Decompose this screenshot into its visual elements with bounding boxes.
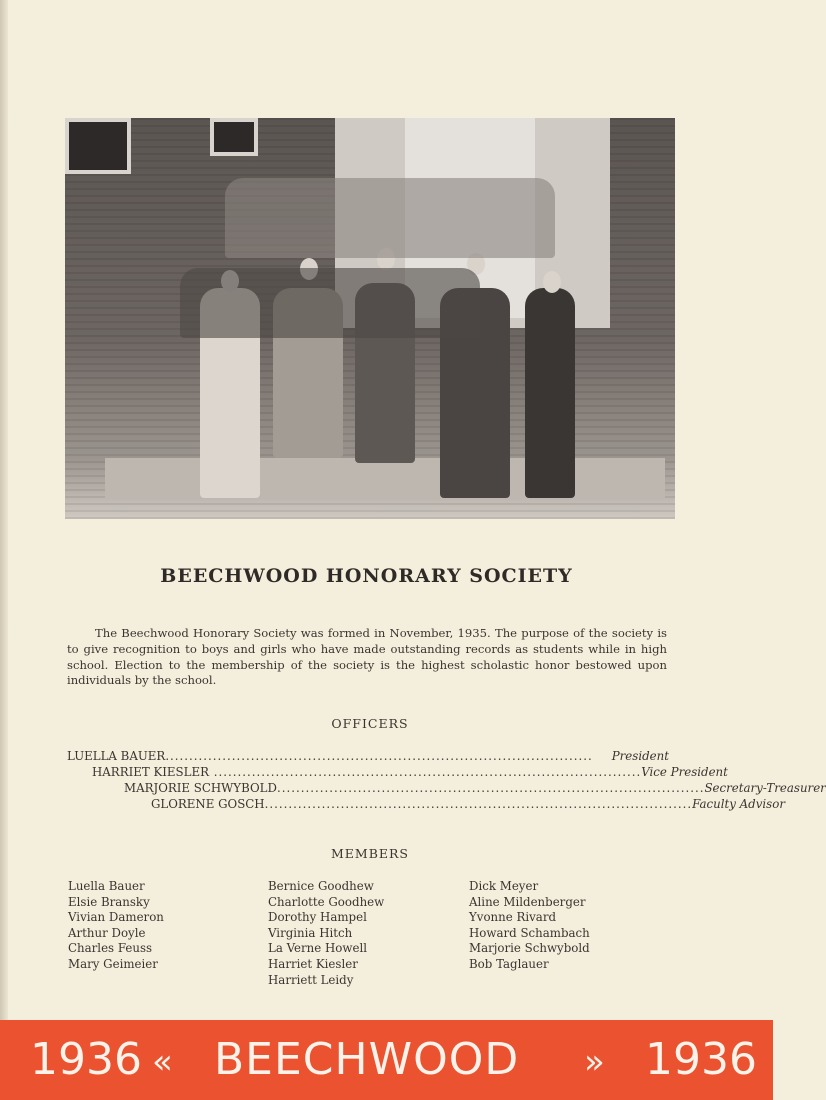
banner-year-right: 1936 [645, 1034, 757, 1085]
page-binding-edge [0, 0, 8, 1020]
officer-role: Faculty Advisor [692, 797, 785, 811]
member-name: Elsie Bransky [68, 894, 150, 909]
member-name: Dick Meyer [469, 879, 539, 893]
member-name: Luella Bauer [68, 879, 145, 893]
members-column-1 [68, 879, 164, 973]
officer-row: HARRIET KIESLER .......................................................................................... Vice President [92, 765, 728, 779]
officer-role: Vice President [641, 765, 728, 779]
member-name: Harriet Kiesler [268, 956, 358, 971]
officer-row: MARJORIE SCHWYBOLD .......................................................................................... Secretary-Treasurer [124, 781, 826, 795]
officer-name: GLORENE GOSCH [151, 797, 265, 811]
member-name: Virginia Hitch [268, 925, 353, 940]
member-name: Charles Feuss [68, 941, 153, 956]
members-column-2 [268, 879, 384, 988]
society-description: The Beechwood Honorary Society was formed in November, 1935. The purpose of the society is to give recognition to boys and girls who have made outstanding records as students while in high school. Election to the membership of the society is the highest scholastic honor bestowed upon individuals by the school. [67, 626, 667, 688]
member-name: Aline Mildenberger [469, 894, 586, 909]
member-name: Bob Taglauer [469, 956, 549, 971]
member-name: Charlotte Goodhew [268, 894, 385, 909]
member-name: Yvonne Rivard [469, 910, 557, 925]
officers-heading: OFFICERS [331, 716, 409, 731]
banner-open-mark: « [152, 1042, 173, 1082]
officer-role: President [611, 749, 669, 763]
officer-row: GLORENE GOSCH .......................................................................................... Faculty Advisor [151, 797, 785, 811]
banner-year-left: 1936 [30, 1034, 142, 1085]
page-title: BEECHWOOD HONORARY SOCIETY [160, 565, 573, 587]
member-name: Marjorie Schwybold [469, 941, 590, 956]
member-name: Howard Schambach [469, 925, 590, 940]
members-heading: MEMBERS [330, 846, 409, 861]
member-name: Mary Geimeier [68, 956, 158, 971]
officer-name: MARJORIE SCHWYBOLD [124, 781, 277, 795]
member-name: Dorothy Hampel [268, 910, 367, 925]
officer-row: LUELLA BAUER .......................................................................................... President [67, 749, 669, 763]
member-name: Bernice Goodhew [268, 879, 374, 893]
member-name: Arthur Doyle [68, 925, 146, 940]
officer-role: Secretary-Treasurer [704, 781, 826, 795]
member-name: Harriett Leidy [268, 972, 354, 987]
banner-title: BEECHWOOD [214, 1034, 520, 1085]
officer-name: LUELLA BAUER [67, 749, 166, 763]
group-photo [65, 118, 675, 519]
yearbook-footer-banner [0, 1020, 773, 1100]
officer-name: HARRIET KIESLER [92, 765, 209, 779]
banner-close-mark: » [584, 1042, 605, 1082]
member-name: Vivian Dameron [68, 910, 164, 925]
members-column-3 [469, 879, 590, 973]
member-name: La Verne Howell [268, 941, 368, 956]
